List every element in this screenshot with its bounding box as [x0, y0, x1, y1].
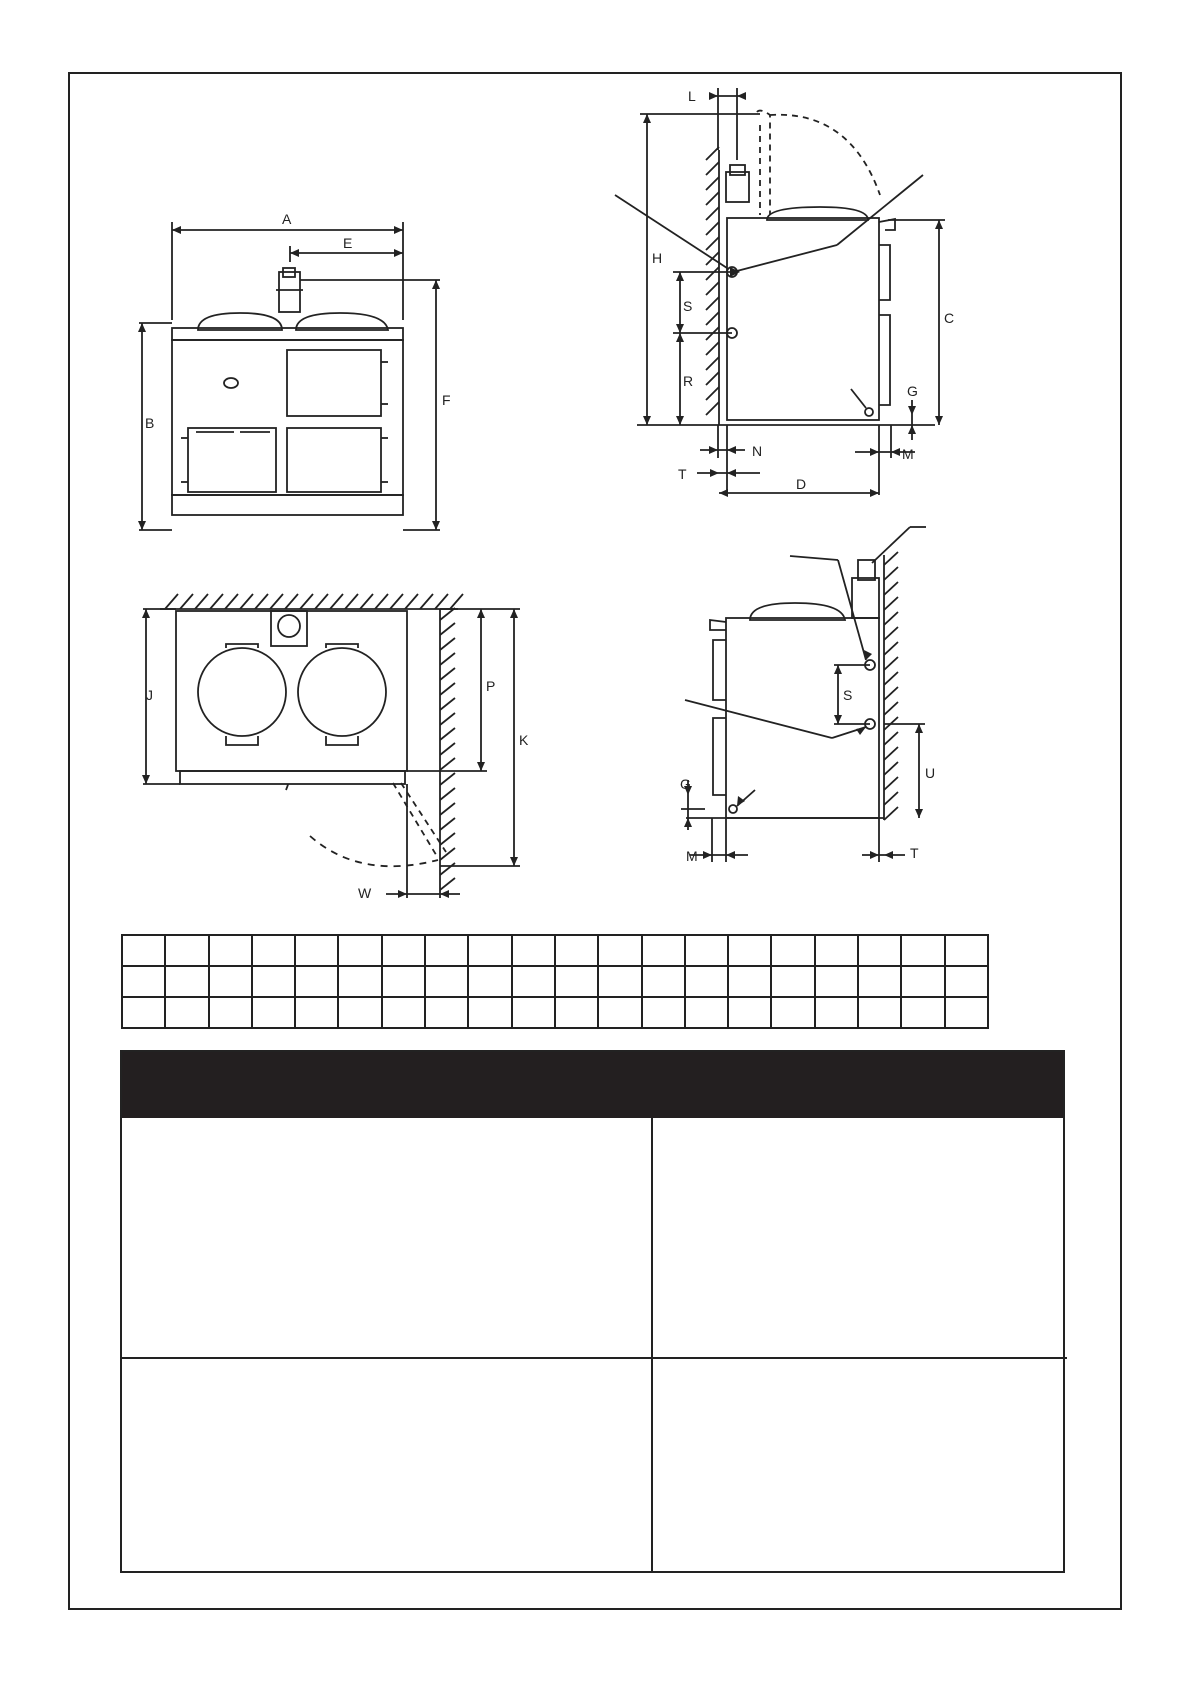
table-cell [382, 935, 425, 966]
table-cell [382, 997, 425, 1028]
table-cell [209, 966, 252, 997]
table-cell [512, 997, 555, 1028]
table-cell [771, 966, 814, 997]
table-cell [901, 997, 944, 1028]
table-cell [122, 997, 165, 1028]
table-cell [728, 935, 771, 966]
table-cell [685, 997, 728, 1028]
table-cell [382, 966, 425, 997]
row-divider [122, 1357, 1067, 1359]
label-L: L [688, 88, 696, 104]
table-cell [295, 935, 338, 966]
table-cell [771, 935, 814, 966]
table-cell [338, 997, 381, 1028]
table-row [122, 935, 988, 966]
label-P: P [486, 678, 496, 694]
table-cell [685, 966, 728, 997]
specification-header-bar [122, 1052, 1063, 1118]
label-S: S [683, 298, 693, 314]
table-cell [858, 935, 901, 966]
table-cell [642, 966, 685, 997]
table-cell [338, 966, 381, 997]
label-F: F [442, 392, 451, 408]
table-cell [512, 935, 555, 966]
table-cell [945, 966, 988, 997]
column-divider [651, 1118, 653, 1571]
specification-panel [120, 1050, 1065, 1573]
label-G-left: G [680, 776, 691, 792]
table-cell [209, 997, 252, 1028]
table-cell [295, 966, 338, 997]
table-cell [122, 966, 165, 997]
table-cell [468, 966, 511, 997]
table-cell [252, 997, 295, 1028]
table-cell [858, 966, 901, 997]
table-cell [468, 935, 511, 966]
table-cell [685, 935, 728, 966]
table-cell [468, 997, 511, 1028]
table-cell [901, 935, 944, 966]
table-cell [815, 935, 858, 966]
table-cell [165, 935, 208, 966]
table-cell [901, 966, 944, 997]
label-T: T [678, 466, 687, 482]
label-J: J [146, 687, 153, 703]
table-cell [295, 997, 338, 1028]
table-cell [771, 997, 814, 1028]
table-cell [815, 997, 858, 1028]
table-row [122, 966, 988, 997]
table-cell [555, 997, 598, 1028]
table-cell [122, 935, 165, 966]
table-cell [555, 935, 598, 966]
table-cell [815, 966, 858, 997]
table-cell [598, 935, 641, 966]
table-cell [598, 966, 641, 997]
label-A: A [282, 211, 292, 227]
table-cell [425, 997, 468, 1028]
table-cell [165, 997, 208, 1028]
label-K: K [519, 732, 529, 748]
table-cell [209, 935, 252, 966]
table-cell [728, 966, 771, 997]
label-M-left: M [686, 848, 698, 864]
table-cell [252, 966, 295, 997]
label-G: G [907, 383, 918, 399]
table-row [122, 997, 988, 1028]
table-cell [425, 966, 468, 997]
table-cell [728, 997, 771, 1028]
label-N: N [752, 443, 763, 459]
table-cell [555, 966, 598, 997]
label-H: H [652, 250, 663, 266]
table-cell [858, 997, 901, 1028]
table-cell [598, 997, 641, 1028]
table-cell [945, 935, 988, 966]
table-cell [945, 997, 988, 1028]
dimension-table [121, 934, 989, 1029]
label-U: U [925, 765, 936, 781]
table-cell [165, 966, 208, 997]
label-S-left: S [843, 687, 853, 703]
table-cell [512, 966, 555, 997]
label-T-left: T [910, 845, 919, 861]
label-C: C [944, 310, 955, 326]
label-W: W [358, 885, 372, 901]
label-M: M [902, 446, 914, 462]
table-cell [642, 997, 685, 1028]
table-cell [338, 935, 381, 966]
label-E: E [343, 235, 353, 251]
label-B: B [145, 415, 155, 431]
table-cell [425, 935, 468, 966]
label-D: D [796, 476, 807, 492]
label-R: R [683, 373, 694, 389]
table-cell [252, 935, 295, 966]
table-cell [642, 935, 685, 966]
